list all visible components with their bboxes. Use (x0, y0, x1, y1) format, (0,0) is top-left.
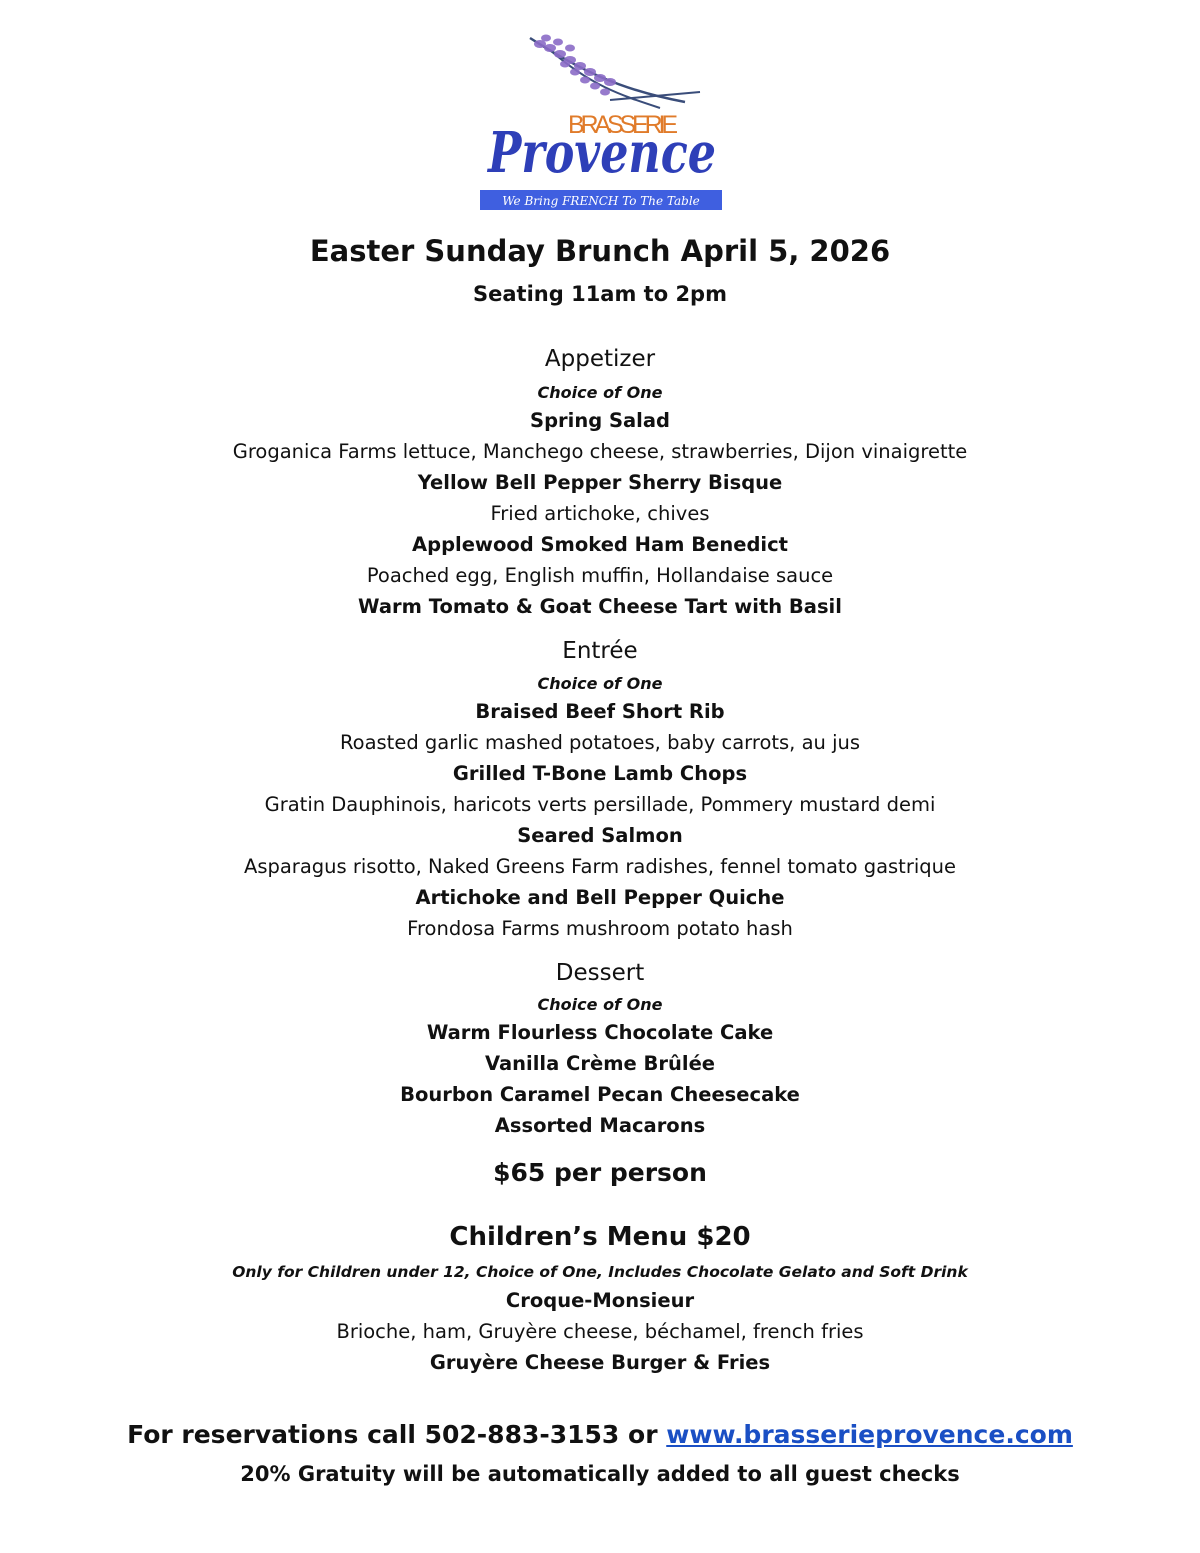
entree-heading: Entrée (562, 638, 638, 664)
page-title: Easter Sunday Brunch April 5, 2026 (309, 234, 891, 268)
appetizer-item: Spring Salad (530, 409, 670, 432)
logo-tagline: We Bring FRENCH To The Table (502, 194, 700, 208)
appetizer-item: Applewood Smoked Ham Benedict (412, 533, 788, 556)
childrens-item: Gruyère Cheese Burger & Fries (429, 1351, 771, 1374)
entree-description: Gratin Dauphinois, haricots verts persillade, Pommery mustard demi (264, 793, 936, 816)
reservations-text: For reservations call 502-883-3153 or (127, 1420, 667, 1449)
entree-item: Seared Salmon (517, 824, 683, 847)
dessert-item: Warm Flourless Chocolate Cake (426, 1021, 774, 1044)
dessert-heading: Dessert (555, 960, 645, 986)
appetizer-choice-note: Choice of One (537, 383, 663, 402)
brunch-price: $65 per person (493, 1158, 707, 1187)
entree-choice-note: Choice of One (537, 674, 663, 693)
entree-description: Frondosa Farms mushroom potato hash (407, 917, 793, 940)
childrens-menu-title: Children’s Menu $20 (449, 1222, 751, 1252)
brasserie-provence-logo (470, 30, 730, 215)
logo-brasserie-text: BRASSERIE (568, 111, 678, 139)
logo-provence-text: Provence (486, 120, 716, 186)
childrens-menu-note: Only for Children under 12, Choice of One, Includes Chocolate Gelato and Soft Drink (232, 1263, 968, 1281)
entree-description: Asparagus risotto, Naked Greens Farm radishes, fennel tomato gastrique (243, 855, 957, 878)
entree-item: Grilled T-Bone Lamb Chops (452, 762, 748, 785)
entree-item: Braised Beef Short Rib (475, 700, 725, 723)
appetizer-item: Warm Tomato & Goat Cheese Tart with Basil (358, 595, 842, 618)
seating-times: Seating 11am to 2pm (473, 282, 727, 306)
appetizer-description: Groganica Farms lettuce, Manchego cheese, strawberries, Dijon vinaigrette (232, 440, 968, 463)
childrens-description: Brioche, ham, Gruyère cheese, béchamel, french fries (336, 1320, 864, 1343)
dessert-item: Bourbon Caramel Pecan Cheesecake (400, 1083, 800, 1106)
dessert-item: Vanilla Crème Brûlée (484, 1052, 716, 1075)
website-link[interactable]: www.brasserieprovence.com (666, 1420, 1073, 1449)
appetizer-item: Yellow Bell Pepper Sherry Bisque (417, 471, 783, 494)
appetizer-description: Poached egg, English muffin, Hollandaise sauce (366, 564, 834, 587)
gratuity-note: 20% Gratuity will be automatically added to all guest checks (240, 1462, 960, 1486)
lavender-sprig-icon (530, 35, 700, 109)
dessert-choice-note: Choice of One (537, 995, 663, 1014)
entree-item: Artichoke and Bell Pepper Quiche (415, 886, 785, 909)
dessert-item: Assorted Macarons (494, 1114, 706, 1137)
childrens-item: Croque-Monsieur (505, 1289, 695, 1312)
reservations-line (0, 1420, 1200, 1449)
appetizer-heading: Appetizer (544, 346, 656, 372)
appetizer-description: Fried artichoke, chives (490, 502, 710, 525)
entree-description: Roasted garlic mashed potatoes, baby carrots, au jus (339, 731, 861, 754)
